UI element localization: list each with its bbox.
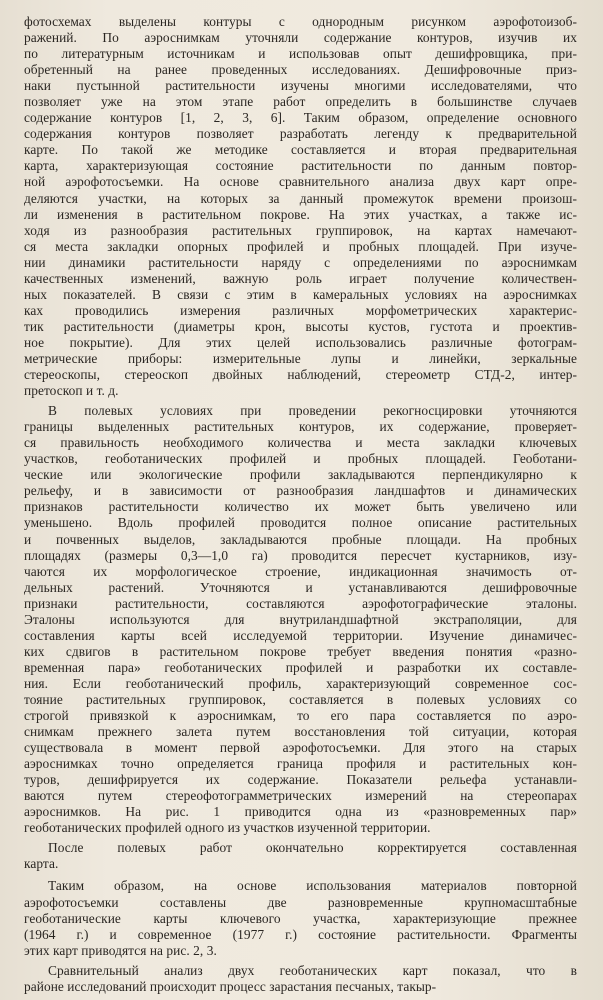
text-line: и почвенных выделов, закладываются пробные площади. На пробных (24, 531, 577, 547)
text-line: признаков растительности количество их может быть увеличено или (24, 499, 577, 515)
text-line: тояние растительных группировок, составляется в полевых условиях со (24, 691, 577, 707)
text-line: уменьшено. Вдоль профилей проводится полное описание растительных (24, 515, 577, 531)
text-line: строгой привязкой к аэроснимкам, то его пара составляется по аэро- (24, 708, 577, 724)
text-line: После полевых работ окончательно корректируется составленная (48, 840, 577, 856)
text-line: метрические приборы: измерительные лупы и линейки, зеркальные (24, 350, 577, 366)
text-line: деляются участки, на которых за данный промежуток времени произош- (24, 190, 577, 206)
text-line: содержание контуров [1, 2, 3, 6]. Таким образом, определение основного (24, 110, 577, 126)
text-line: этих карт приводятся на рис. 2, 3. (24, 942, 217, 958)
text-line: геоботанические карты ключевого участка, характеризующие прежнее (24, 910, 577, 926)
text-line: снимкам прежнего залета путем восстановления той ситуации, которая (24, 724, 577, 740)
text-line: карта, характеризующая состояние растительности по данным повтор- (24, 158, 577, 174)
paragraph-5 (24, 963, 577, 995)
text-line: обретенный на ранее проведенных исследованиях. Дешифровочные приз- (24, 62, 577, 78)
text-line: нии динамики растительности наряду с определениями по аэроснимкам (24, 254, 577, 270)
text-line: Сравнительный анализ двух геоботанических карт показал, что в (48, 962, 577, 978)
text-line: претоскоп и т. д. (24, 383, 119, 399)
text-line: дельных растений. Уточняются и устанавливаются дешифровочные (24, 579, 577, 595)
text-line: ных показателей. В связи с этим в камеральных условиях на аэроснимках (24, 286, 577, 302)
text-line: ходя из разнообразия растительных группировок, на картах намечают- (24, 222, 577, 238)
text-body (24, 14, 577, 995)
text-line: временная пара» геоботанических профилей и разработки их составле- (24, 659, 577, 675)
text-line: геоботанических профилей одного из участков изученной территории. (24, 820, 431, 836)
text-line: туров, дешифрируется их содержание. Показатели рельефа устанавли- (24, 772, 577, 788)
text-line: ное покрытие). Для этих целей использовались различные фотограм- (24, 334, 577, 350)
text-line: участков, геоботанических профилей и пробных площадей. Геоботани- (24, 451, 577, 467)
paragraph-2 (24, 403, 577, 836)
text-line: рельефу, и в зависимости от разнообразия ландшафтов и динамических (24, 483, 577, 499)
text-line: тик растительности (диаметры крон, высоты кустов, густота и проектив- (24, 318, 577, 334)
text-line: карте. По такой же методике составляется и вторая предварительная (24, 142, 577, 158)
text-line: чаются их морфологическое строение, индикационная значимость от- (24, 563, 577, 579)
text-line: Таким образом, на основе использования материалов повторной (48, 878, 577, 894)
text-line: границы выделенных растительных контуров, их содержание, проверяет- (24, 419, 577, 435)
text-line: ких сдвигов в растительном покрове требует введения понятия «разно- (24, 643, 577, 659)
text-line: аэрофотосъемки составлены две разновременные крупномасштабные (24, 894, 577, 910)
text-line: В полевых условиях при проведении рекогносцировки уточняются (48, 403, 577, 419)
text-line: ся правильность необходимого количества и места закладки ключевых (24, 435, 577, 451)
paragraph-3 (24, 840, 577, 872)
text-line: наки пустынной растительности изучены многими исследователями, что (24, 78, 577, 94)
text-line: позволяет уже на этом этапе работ определить в большинстве случаев (24, 94, 577, 110)
text-line: признаки растительности, составляются аэрофотографические эталоны. (24, 595, 577, 611)
text-line: содержания контуров позволяет разработать легенду к предварительной (24, 126, 577, 142)
text-line: площадях (размеры 0,3—1,0 га) проводится пересчет кустарников, изу- (24, 547, 577, 563)
text-line: стереоскопы, стереоскоп двойных наблюдений, стереометр СТД-2, интер- (24, 367, 577, 383)
text-line: (1964 г.) и современное (1977 г.) состояние растительности. Фрагменты (24, 926, 577, 942)
text-line: ся места закладки опорных профилей и пробных площадей. При изуче- (24, 238, 577, 254)
text-line: существовала в момент первой аэрофотосъемки. Для этого на старых (24, 740, 577, 756)
text-line: качественных изменений, важную роль играет получение количествен- (24, 270, 577, 286)
text-line: карта. (24, 856, 59, 872)
text-line: ваются путем стереофотограмметрических измерений на стереопарах (24, 788, 577, 804)
text-line: фотосхемах выделены контуры с однородным рисунком аэрофотоизоб- (24, 14, 577, 29)
text-line: аэроснимках точно определяется граница профиля и растительных кон- (24, 756, 577, 772)
text-line: районе исследований происходит процесс зарастания песчаных, такыр- (24, 978, 437, 994)
text-line: ли изменения в растительном покрове. На этих участках, а также ис- (24, 206, 577, 222)
text-line: ражений. По аэроснимкам уточняли содержание контуров, изучив их (24, 30, 577, 46)
text-line: составления карты всей исследуемой территории. Изучение динамичес- (24, 627, 577, 643)
paragraph-1 (24, 14, 577, 399)
text-line: ной аэрофотосъемки. На основе сравнительного анализа двух карт опре- (24, 174, 577, 190)
text-line: по литературным источникам и использовав опыт дешифровщика, при- (24, 46, 577, 62)
text-line: аэроснимков. На рис. 1 приводится одна из «разновременных пар» (24, 804, 577, 820)
text-line: ния. Если геоботанический профиль, характеризующий современное сос- (24, 675, 577, 691)
text-line: Эталоны используются для внутриландшафтной экстраполяции, для (24, 611, 577, 627)
text-line: ках проводились измерения различных морфометрических характерис- (24, 302, 577, 318)
paragraph-4 (24, 878, 577, 958)
text-line: ческие или экологические профили закладываются перпендикулярно к (24, 467, 577, 483)
